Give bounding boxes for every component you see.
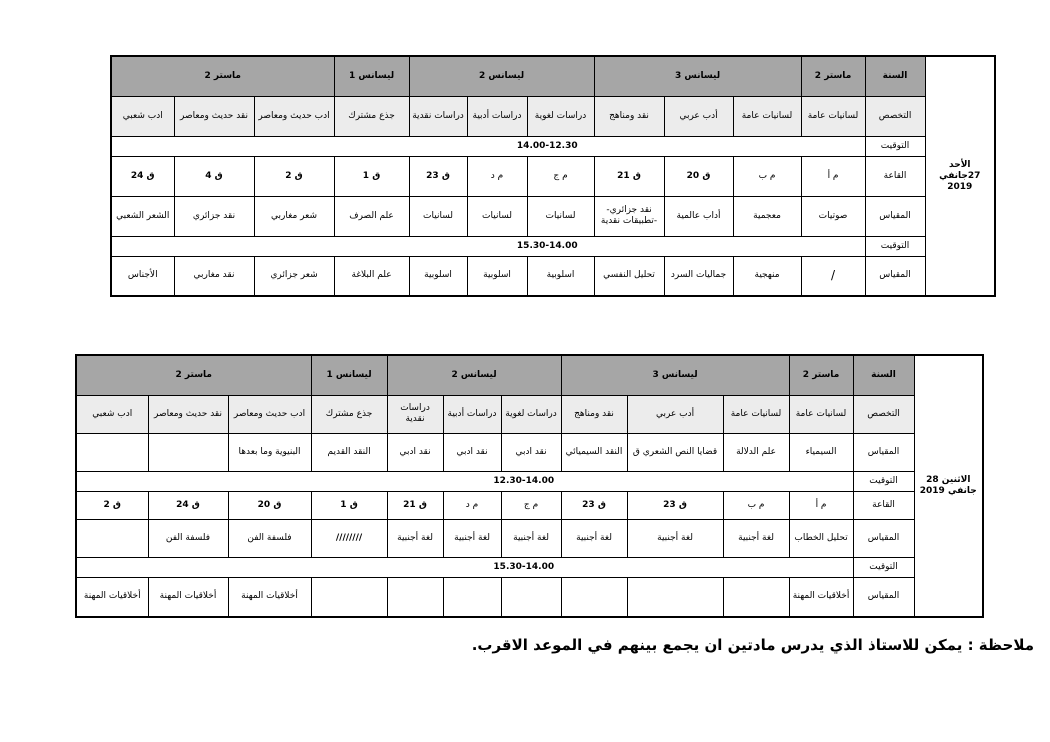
day-label: الاثنين 28 جانفي 2019	[914, 355, 983, 617]
subject-cell: علم الصرف	[334, 196, 409, 236]
schedule-table-sunday	[110, 55, 996, 297]
spec-cell: نقد حديث ومعاصر	[174, 96, 254, 136]
room-cell: ق 1	[334, 156, 409, 196]
room-cell: م ج	[501, 491, 561, 519]
subject-cell	[561, 577, 627, 617]
room-cell: ق 20	[664, 156, 733, 196]
subject-cell: البنيوية وما بعدها	[228, 433, 311, 471]
row-label-room: القاعة	[853, 491, 914, 519]
subject-cell: السيمياء	[789, 433, 853, 471]
subject-cell	[387, 577, 443, 617]
row-label-time: التوقيت	[865, 136, 925, 156]
subject-cell: لغة أجنبية	[387, 519, 443, 557]
subject-cell: معجمية	[733, 196, 801, 236]
row-label-year: السنة	[853, 355, 914, 395]
spec-cell: لسانيات عامة	[733, 96, 801, 136]
subject-cell: قضايا النص الشعري ق	[627, 433, 723, 471]
row-label-specialty: التخصص	[853, 395, 914, 433]
level-master-2: 2 ماستر	[789, 355, 853, 395]
room-cell: ق 24	[111, 156, 174, 196]
subject-cell: منهجية	[733, 256, 801, 296]
room-cell: م ب	[723, 491, 789, 519]
subject-cell: -نقد جزائري -تطبيقات نقدية	[594, 196, 664, 236]
row-label-specialty: التخصص	[865, 96, 925, 136]
spec-cell: نقد حديث ومعاصر	[148, 395, 228, 433]
spec-cell: أدب عربي	[627, 395, 723, 433]
subject-cell	[76, 519, 148, 557]
footer-note: ملاحظة : يمكن للاستاذ الذي يدرس مادتين ان يجمع بينهم في الموعد الاقرب.	[471, 636, 1034, 654]
room-cell: ق 21	[594, 156, 664, 196]
room-cell: ق 23	[627, 491, 723, 519]
room-cell: ق 20	[228, 491, 311, 519]
spec-cell: نقد ومناهج	[594, 96, 664, 136]
room-cell: ق 4	[174, 156, 254, 196]
level-licence-1: 1 ليسانس	[311, 355, 387, 395]
level-master-2: 2 ماستر	[801, 56, 865, 96]
subject-cell: الشعر الشعبي	[111, 196, 174, 236]
subject-cell	[148, 433, 228, 471]
subject-cell: فلسفة الفن	[148, 519, 228, 557]
row-label-room: القاعة	[865, 156, 925, 196]
subject-cell: لغة أجنبية	[627, 519, 723, 557]
subject-cell: لسانيات	[527, 196, 594, 236]
spec-cell: دراسات نقدية	[409, 96, 467, 136]
spec-cell: ادب شعبي	[111, 96, 174, 136]
subject-cell: شعر جزائري	[254, 256, 334, 296]
room-cell: ق 2	[76, 491, 148, 519]
spec-cell: دراسات أدبية	[443, 395, 501, 433]
level-master-2: 2 ماستر	[111, 56, 334, 96]
subject-cell: أداب عالمية	[664, 196, 733, 236]
room-cell: م د	[443, 491, 501, 519]
spec-cell: دراسات لغوية	[527, 96, 594, 136]
subject-cell: فلسفة الفن	[228, 519, 311, 557]
subject-cell: النقد القديم	[311, 433, 387, 471]
subject-cell: نقد مغاربي	[174, 256, 254, 296]
subject-cell: تحليل الخطاب	[789, 519, 853, 557]
time-slot: 14.00-12.30	[111, 136, 865, 156]
room-cell: م أ	[801, 156, 865, 196]
subject-cell: اسلوبية	[409, 256, 467, 296]
subject-cell: لغة أجنبية	[501, 519, 561, 557]
room-cell: ق 2	[254, 156, 334, 196]
room-cell: م أ	[789, 491, 853, 519]
spec-cell: دراسات أدبية	[467, 96, 527, 136]
subject-cell: الأجناس	[111, 256, 174, 296]
row-label-subject: المقياس	[853, 433, 914, 471]
subject-cell: أخلاقيات المهنة	[76, 577, 148, 617]
subject-cell	[311, 577, 387, 617]
level-licence-2: 2 ليسانس	[409, 56, 594, 96]
time-slot: 12.30-14.00	[76, 471, 853, 491]
subject-cell: لغة أجنبية	[723, 519, 789, 557]
subject-cell: أخلاقيات المهنة	[789, 577, 853, 617]
level-licence-3: 3 ليسانس	[594, 56, 801, 96]
subject-cell: لسانيات	[467, 196, 527, 236]
row-label-time: التوقيت	[853, 471, 914, 491]
spec-cell: دراسات نقدية	[387, 395, 443, 433]
subject-cell: لسانيات	[409, 196, 467, 236]
subject-cell	[76, 433, 148, 471]
spec-cell: لسانيات عامة	[801, 96, 865, 136]
row-label-time: التوقيت	[853, 557, 914, 577]
subject-cell: علم الدلالة	[723, 433, 789, 471]
spec-cell: لسانيات عامة	[723, 395, 789, 433]
subject-cell	[443, 577, 501, 617]
room-cell: ق 21	[387, 491, 443, 519]
room-cell: ق 1	[311, 491, 387, 519]
spec-cell: ادب شعبي	[76, 395, 148, 433]
time-slot: 15.30-14.00	[76, 557, 853, 577]
day-label: الأحد 27جانفي 2019	[925, 56, 995, 296]
subject-cell: لغة أجنبية	[561, 519, 627, 557]
subject-cell: تحليل النفسي	[594, 256, 664, 296]
level-licence-1: 1 ليسانس	[334, 56, 409, 96]
spec-cell: ادب حديث ومعاصر	[254, 96, 334, 136]
subject-cell: نقد جزائري	[174, 196, 254, 236]
room-cell: ق 23	[409, 156, 467, 196]
time-slot: 15.30-14.00	[111, 236, 865, 256]
subject-cell: نقد ادبي	[443, 433, 501, 471]
spec-cell: جذع مشترك	[311, 395, 387, 433]
spec-cell: لسانيات عامة	[789, 395, 853, 433]
spec-cell: دراسات لغوية	[501, 395, 561, 433]
subject-cell: أخلاقيات المهنة	[148, 577, 228, 617]
room-cell: ق 23	[561, 491, 627, 519]
room-cell: م د	[467, 156, 527, 196]
room-cell: ق 24	[148, 491, 228, 519]
subject-cell: نقد ادبي	[387, 433, 443, 471]
subject-cell: شعر مغاربي	[254, 196, 334, 236]
spec-cell: جذع مشترك	[334, 96, 409, 136]
spec-cell: ادب حديث ومعاصر	[228, 395, 311, 433]
subject-cell: أخلاقيات المهنة	[228, 577, 311, 617]
room-cell: م ب	[733, 156, 801, 196]
level-licence-2: 2 ليسانس	[387, 355, 561, 395]
subject-cell: اسلوبية	[527, 256, 594, 296]
schedule-table-monday	[75, 354, 984, 618]
row-label-time: التوقيت	[865, 236, 925, 256]
subject-cell: صوتيات	[801, 196, 865, 236]
row-label-subject: المقياس	[865, 256, 925, 296]
subject-cell: جماليات السرد	[664, 256, 733, 296]
subject-cell: اسلوبية	[467, 256, 527, 296]
level-master-2: 2 ماستر	[76, 355, 311, 395]
row-label-subject: المقياس	[853, 577, 914, 617]
row-label-subject: المقياس	[865, 196, 925, 236]
spec-cell: نقد ومناهج	[561, 395, 627, 433]
spec-cell: أدب عربي	[664, 96, 733, 136]
row-label-subject: المقياس	[853, 519, 914, 557]
subject-cell	[723, 577, 789, 617]
room-cell: م ج	[527, 156, 594, 196]
level-licence-3: 3 ليسانس	[561, 355, 789, 395]
subject-cell	[627, 577, 723, 617]
subject-cell: نقد ادبي	[501, 433, 561, 471]
subject-cell: النقد السيميائي	[561, 433, 627, 471]
subject-cell: لغة أجنبية	[443, 519, 501, 557]
subject-cell: علم البلاغة	[334, 256, 409, 296]
subject-cell: /	[801, 256, 865, 296]
subject-cell	[501, 577, 561, 617]
subject-cell: ////////	[311, 519, 387, 557]
row-label-year: السنة	[865, 56, 925, 96]
